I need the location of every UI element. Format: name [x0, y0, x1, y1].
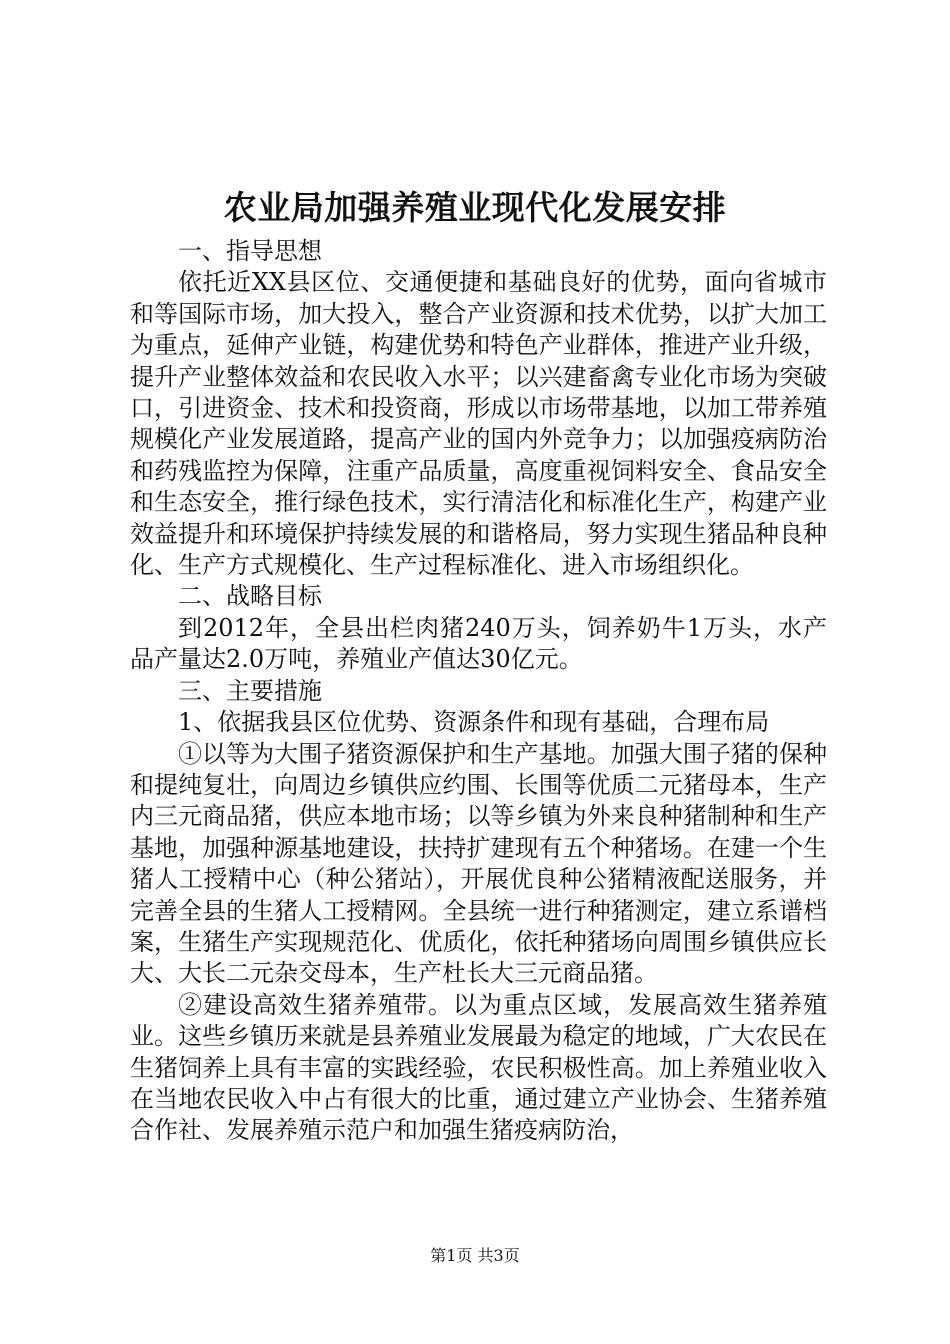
section-heading-strategic-goals: 二、战略目标	[178, 582, 322, 611]
document-title: 农业局加强养殖业现代化发展安排	[223, 188, 727, 227]
paragraph-measure-1-item-2: ②建设高效生猪养殖带。以为重点区域，发展高效生猪养殖业。这些乡镇历来就是县养殖业发展最为稳定的地域，广大农民在生猪饲养上具有丰富的实践经验，农民积极性高。加上养殖业收入在当地农民收入中占有很大的比重，通过建立产业协会、生猪养殖合作社、发展养殖示范户和加强生猪疫病防治，	[130, 990, 827, 1145]
section-heading-main-measures: 三、主要措施	[178, 676, 322, 705]
paragraph-measure-1-heading: 1、依据我县区位优势、资源条件和现有基础，合理布局	[178, 708, 770, 737]
section-heading-guiding-ideology: 一、指导思想	[178, 237, 322, 265]
document-body	[130, 236, 827, 1147]
paragraph-strategic-goals: 到2012年，全县出栏肉猪240万头，饲养奶牛1万头，水产品产量达2.0万吨，养殖业产值达30亿元。	[130, 613, 827, 674]
paragraph-measure-1-item-1: ①以等为大围子猪资源保护和生产基地。加强大围子猪的保种和提纯复壮，向周边乡镇供应约围、长围等优质二元猪母本，生产内三元商品猪，供应本地市场；以等乡镇为外来良种猪制种和生产基地，加强种源基地建设，扶持扩建现有五个种猪场。在建一个生猪人工授精中心（种公猪站），开展优良种公猪精液配送服务，并完善全县的生猪人工授精网。全县统一进行种猪测定，建立系谱档案，生猪生产实现规范化、优质化，依托种猪场向周围乡镇供应长大、大长二元杂交母本，生产杜长大三元商品猪。	[130, 739, 827, 988]
paragraph-guiding-ideology: 依托近XX县区位、交通便捷和基础良好的优势，面向省城市和等国际市场，加大投入，整合产业资源和技术优势，以扩大加工为重点，延伸产业链，构建优势和特色产业群体，推进产业升级，提升产业整体效益和农民收入水平；以兴建畜禽专业化市场为突破口，引进资金、技术和投资商，形成以市场带基地，以加工带养殖规模化产业发展道路，提高产业的国内外竞争力；以加强疫病防治和药残监控为保障，注重产品质量，高度重视饲料安全、食品安全和生态安全，推行绿色技术，实行清洁化和标准化生产，构建产业效益提升和环境保护持续发展的和谐格局，努力实现生猪品种良种化、生产方式规模化、生产过程标准化、进入市场组织化。	[130, 268, 827, 580]
page-footer: 第1页 共3页	[430, 1246, 520, 1265]
